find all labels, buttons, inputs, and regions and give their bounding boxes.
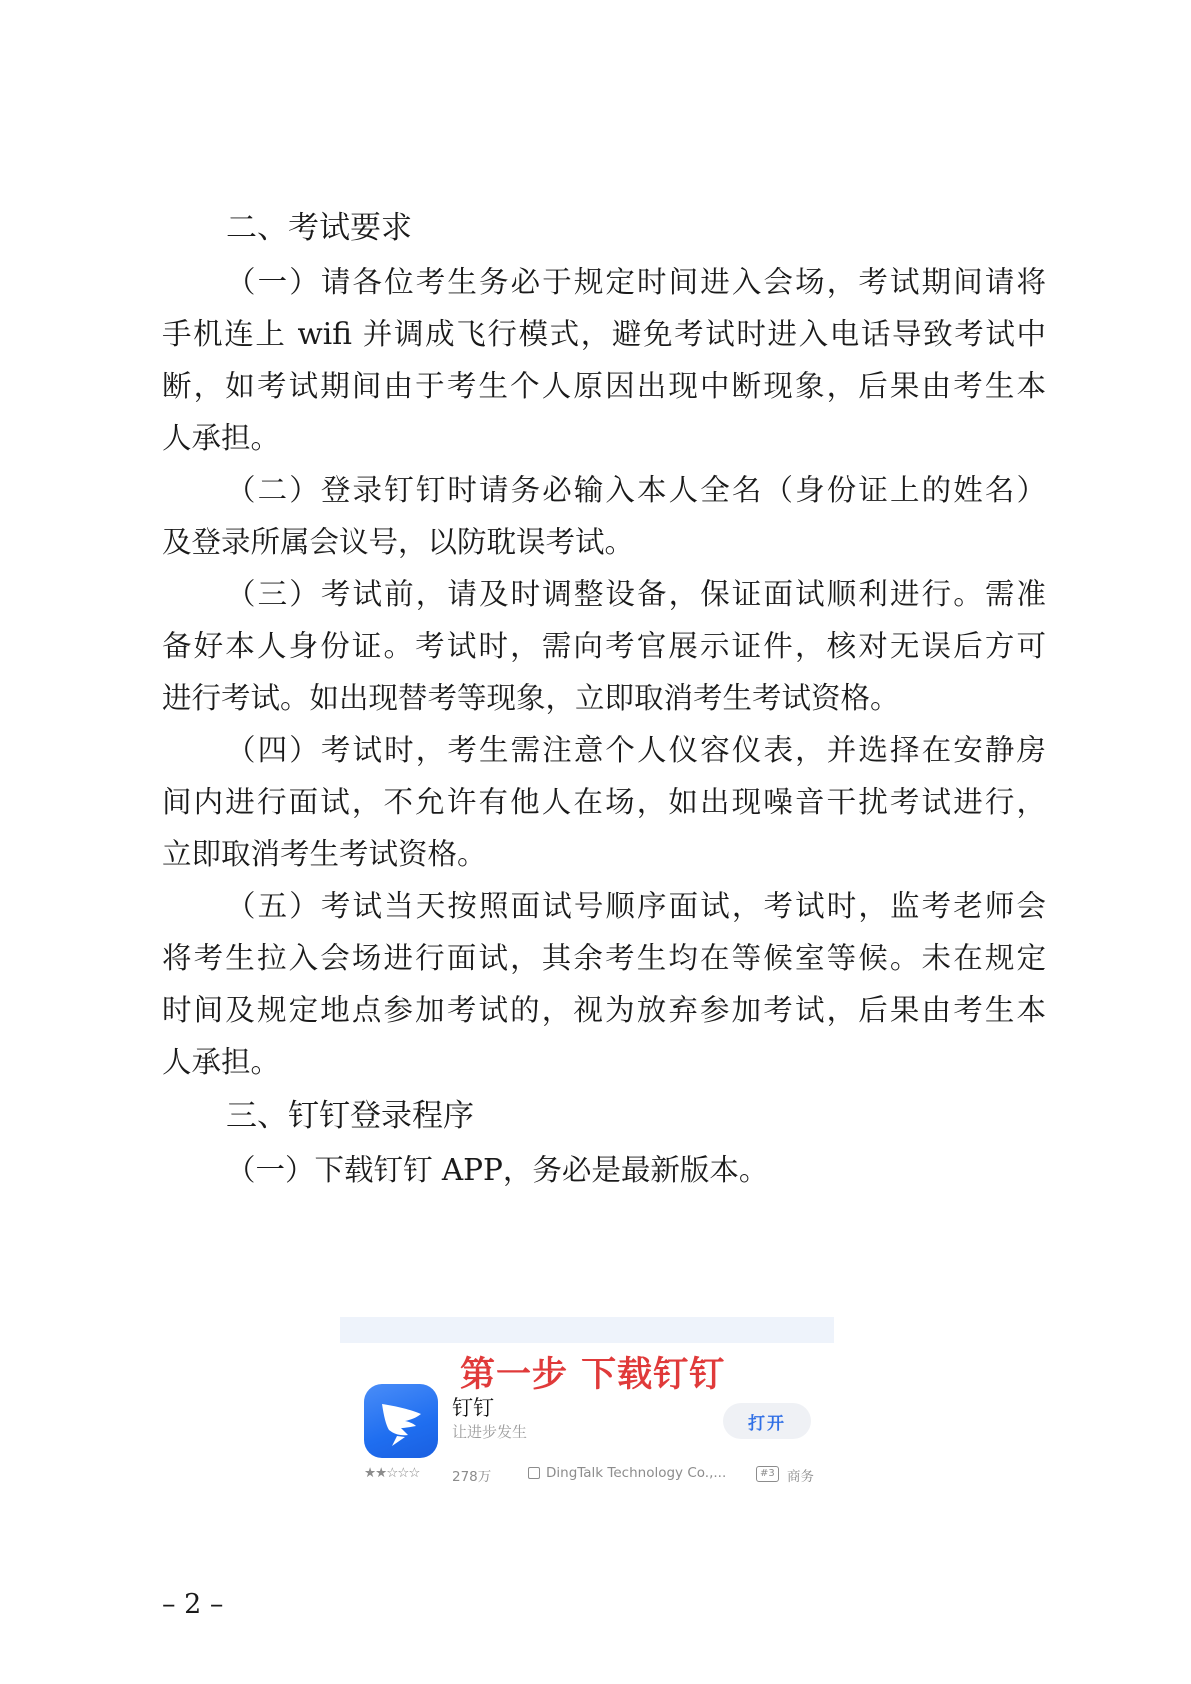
paragraph-line: 将考生拉入会场进行面试，其余考生均在等候室等候。未在规定 (162, 941, 1046, 975)
app-store-top-bar (340, 1317, 834, 1343)
paragraph-line: 间内进行面试，不允许有他人在场，如出现噪音干扰考试进行， (162, 785, 1046, 819)
app-subtitle: 让进步发生 (452, 1423, 528, 1441)
app-store-screenshot (340, 1317, 834, 1491)
paragraph-line: 人承担。 (162, 421, 281, 455)
page-number: – 2 – (162, 1589, 224, 1620)
app-category[interactable]: 商务 (787, 1469, 814, 1485)
open-app-button[interactable]: 打开 (723, 1403, 811, 1439)
paragraph-line: 立即取消考生考试资格。 (162, 837, 487, 871)
section-heading-exam-requirements: 二、考试要求 (226, 210, 412, 246)
rank-badge: #3 (756, 1466, 779, 1482)
paragraph-line: 断，如考试期间由于考生个人原因出现中断现象，后果由考生本 (162, 369, 1046, 403)
paragraph-line: 进行考试。如出现替考等现象，立即取消考生考试资格。 (162, 681, 900, 715)
paragraph-line: （三）考试前，请及时调整设备，保证面试顺利进行。需准 (226, 577, 1046, 611)
paragraph-line: 备好本人身份证。考试时，需向考官展示证件，核对无误后方可 (162, 629, 1046, 663)
paragraph-line: 时间及规定地点参加考试的，视为放弃参加考试，后果由考生本 (162, 993, 1046, 1027)
section-heading-dingtalk-login: 三、钉钉登录程序 (226, 1098, 474, 1134)
rating-count: 278万 (452, 1469, 492, 1485)
paragraph-line: 人承担。 (162, 1045, 281, 1079)
paragraph-line: （五）考试当天按照面试号顺序面试，考试时，监考老师会 (226, 889, 1046, 923)
developer-name[interactable]: DingTalk Technology Co.,... (546, 1465, 727, 1481)
paragraph-line: 及登录所属会议号，以防耽误考试。 (162, 525, 635, 559)
step-title: 第一步 下载钉钉 (460, 1355, 726, 1395)
app-name: 钉钉 (452, 1396, 494, 1420)
paragraph-line: （二）登录钉钉时请务必输入本人全名（身份证上的姓名） (226, 473, 1046, 507)
paragraph-line: 手机连上 wifi 并调成飞行模式，避免考试时进入电话导致考试中 (162, 317, 1046, 351)
paragraph-line: （一）下载钉钉 APP，务必是最新版本。 (226, 1153, 769, 1187)
dingtalk-wing-icon[interactable] (364, 1384, 438, 1458)
rating-stars: ★★☆☆☆ (364, 1465, 420, 1481)
paragraph-line: （四）考试时，考生需注意个人仪容仪表，并选择在安静房 (226, 733, 1046, 767)
developer-icon (528, 1467, 540, 1479)
app-meta-row (364, 1465, 824, 1485)
paragraph-line: （一）请各位考生务必于规定时间进入会场，考试期间请将 (226, 265, 1046, 299)
